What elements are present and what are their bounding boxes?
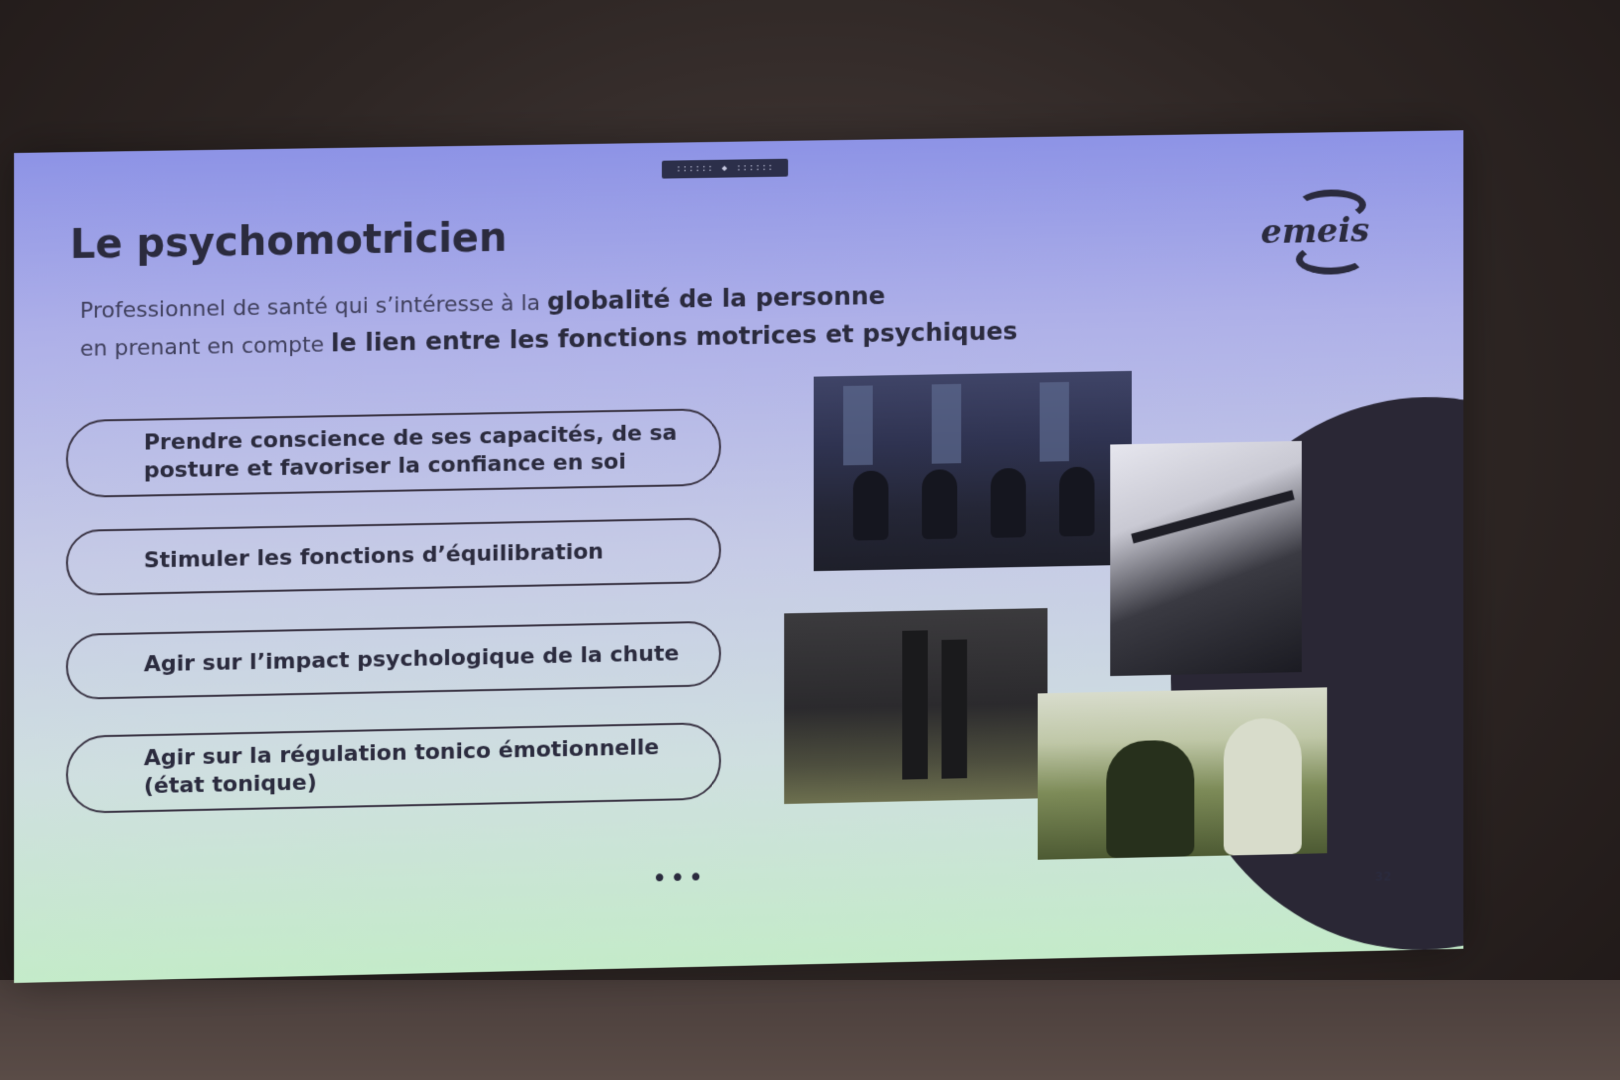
photo-window [1040, 382, 1069, 462]
photo-group-session [814, 371, 1132, 571]
photo-figure [922, 469, 957, 539]
photo-exercise-equipment [1110, 441, 1302, 676]
photo-figure [1059, 467, 1094, 537]
webcam-dots-left: :::::: [675, 163, 714, 175]
logo-wordmark: emeis [1260, 210, 1370, 252]
projected-slide [14, 130, 1463, 983]
webcam-bar [662, 159, 788, 179]
objective-pill-4: Agir sur la régulation tonico émotionnelle (état tonique) [66, 722, 721, 814]
emeis-logo [1249, 185, 1386, 278]
photo-window [843, 385, 873, 465]
photo-figure [853, 470, 888, 540]
objective-pill-3: Agir sur l’impact psychologique de la chute [66, 621, 721, 700]
photo-leg [902, 630, 928, 779]
intro-line-1-normal: Professionnel de santé qui s’intéresse à la [79, 290, 548, 324]
photo-caregiver [1224, 718, 1302, 856]
photo-window [932, 384, 961, 464]
more-dots: ••• [651, 863, 707, 895]
photo-figure [991, 468, 1026, 538]
webcam-lens-icon: ◆ [721, 163, 729, 174]
objective-pill-1: Prendre conscience de ses capacités, de sa posture et favoriser la confiance en soi [66, 408, 721, 498]
slide-title: Le psychomotricien [69, 214, 508, 269]
intro-line-2-bold: le lien entre les fonctions motrices et psychiques [331, 316, 1018, 358]
slide-intro [80, 273, 1167, 367]
webcam-dots-right: :::::: [736, 162, 775, 174]
photo-caregiver-resident [1038, 687, 1327, 859]
photo-resident [1106, 740, 1194, 859]
photo-leg [942, 639, 968, 778]
page-number: 32 [1375, 869, 1392, 884]
room-floor [0, 980, 1620, 1080]
objective-pill-2: Stimuler les fonctions d’équilibration [66, 517, 721, 596]
intro-line-1-bold: globalité de la personne [547, 281, 886, 316]
logo-arc-bottom-icon [1296, 242, 1366, 275]
intro-line-2-normal: en prenant en compte [79, 332, 332, 362]
photo-walking-exercise [784, 608, 1047, 804]
photo-bar [1131, 490, 1295, 543]
